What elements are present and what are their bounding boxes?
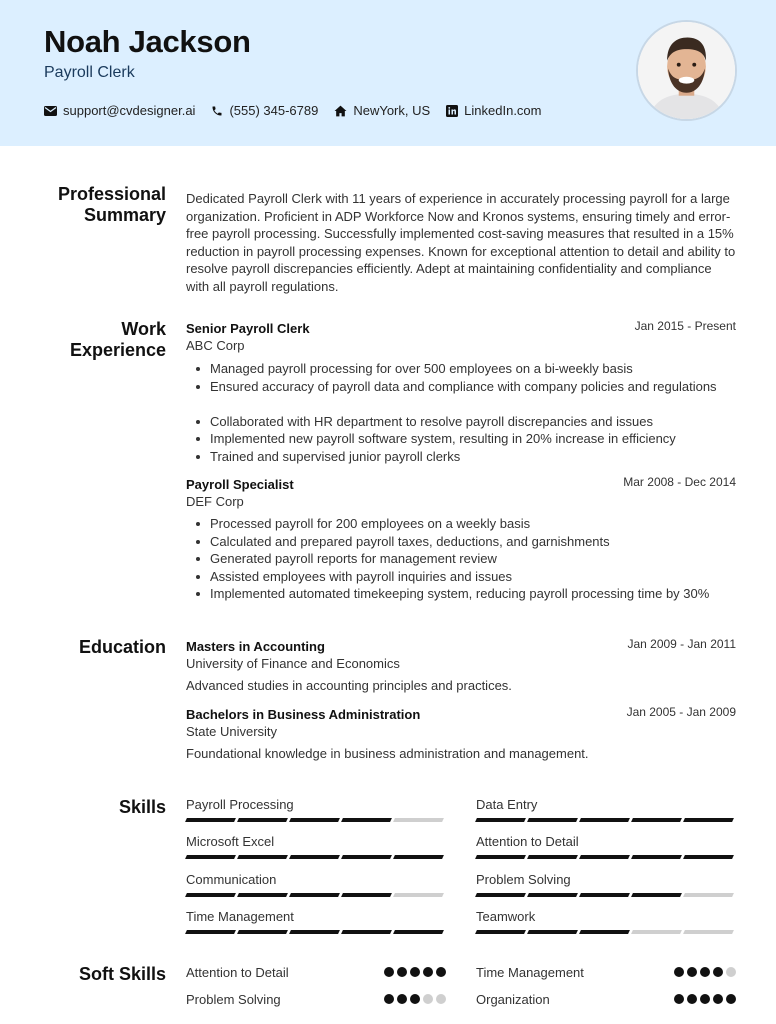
soft-skill-rating [381,967,446,977]
contact-email[interactable] [44,103,195,118]
skill-level-segment [527,930,578,934]
rating-dot [384,967,394,977]
rating-dot [726,994,736,1004]
soft-skill-name: Attention to Detail [186,965,289,980]
rating-dot [700,967,710,977]
soft-skill-name: Time Management [476,965,584,980]
skill-level-segment [237,818,288,822]
skill-level-segment [237,893,288,897]
skill-level-segment [475,855,526,859]
soft-skill-name: Organization [476,992,550,1007]
rating-dot [687,994,697,1004]
skill-level-bar [186,893,446,897]
list-item: Trained and supervised junior payroll clerks [194,448,742,466]
soft-skill-rating [671,967,736,977]
envelope-icon [44,106,57,116]
skill-level-segment [289,930,340,934]
skill-level-segment [631,930,682,934]
skill-level-segment [185,930,236,934]
soft-skill-rating [381,994,446,1004]
list-item: Calculated and prepared payroll taxes, deductions, and garnishments [194,533,742,551]
skill-level-bar [476,818,736,822]
candidate-name: Noah Jackson [44,24,251,59]
skill-name: Payroll Processing [186,797,294,812]
job-title: Payroll Specialist [186,477,294,492]
resume-header [0,0,776,146]
skill-level-segment [289,893,340,897]
job-dates: Jan 2015 - Present [634,319,736,333]
skill-name: Time Management [186,909,294,924]
job-bullets [194,515,742,603]
skill-level-bar [186,818,446,822]
job-bullets [194,360,742,466]
list-item: Implemented automated timekeeping system, reducing payroll processing time by 30% [194,585,742,603]
skill-level-segment [683,893,734,897]
summary-text: Dedicated Payroll Clerk with 11 years of experience in accurately processing payroll for a large organization. Proficient in ADP Workforce Now and Kronos systems, ensuring timely and error-free payroll processing. Successfully implemented cost-saving measures that resulted in a 15% reduction in payroll processing expenses. Known for exceptional attention to detail and ability to resolve payroll discrepancies efficiently. Adept at maintaining confidentiality and compliance with all payroll regulations. [186,191,736,294]
skill-level-bar [186,855,446,859]
skill-level-segment [393,893,444,897]
soft-skill-item [186,965,446,980]
candidate-role: Payroll Clerk [44,64,135,81]
skill-level-segment [341,893,392,897]
skill-level-segment [683,855,734,859]
contact-location [334,103,430,118]
rating-dot [436,967,446,977]
experience-section-title: Work Experience [69,319,166,360]
phone-icon [211,105,223,117]
skill-level-segment [341,930,392,934]
skill-item [476,834,736,849]
list-item: Assisted employees with payroll inquiries and issues [194,568,742,586]
skill-level-segment [683,818,734,822]
skill-level-segment [579,855,630,859]
skill-level-segment [475,893,526,897]
skill-item [186,872,446,887]
skill-item [476,909,736,924]
job-company: ABC Corp [186,338,245,353]
contact-linkedin[interactable] [446,103,541,118]
soft-skill-item [476,992,736,1007]
soft-skill-item [476,965,736,980]
list-item: Implemented new payroll software system, resulting in 20% increase in efficiency [194,430,742,448]
rating-dot [384,994,394,1004]
skill-level-segment [185,818,236,822]
skill-name: Attention to Detail [476,834,579,849]
skill-level-segment [579,893,630,897]
rating-dot [700,994,710,1004]
list-item: Generated payroll reports for management review [194,550,742,568]
linkedin-icon [446,105,458,117]
phone-text: (555) 345-6789 [229,103,319,118]
education-description: Foundational knowledge in business administration and management. [186,746,589,761]
contact-phone[interactable] [211,103,318,118]
rating-dot [674,967,684,977]
skill-level-segment [475,930,526,934]
school-name: State University [186,724,278,739]
soft-skill-item [186,992,446,1007]
job-company: DEF Corp [186,494,244,509]
education-section-title: Education [78,637,166,657]
rating-dot [687,967,697,977]
skill-item [186,909,446,924]
rating-dot [713,967,723,977]
skill-name: Teamwork [476,909,536,924]
rating-dot [397,967,407,977]
education-dates: Jan 2005 - Jan 2009 [626,705,736,719]
school-name: University of Finance and Economics [186,656,400,671]
education-dates: Jan 2009 - Jan 2011 [627,637,736,651]
skill-item [186,834,446,849]
skill-level-bar [476,930,736,934]
contact-row [44,103,558,118]
skill-name: Problem Solving [476,872,571,887]
skill-level-segment [237,855,288,859]
rating-dot [423,994,433,1004]
list-item: Collaborated with HR department to resolve payroll discrepancies and issues [194,413,742,431]
soft-skills-section-title: Soft Skills [78,964,166,984]
skill-level-segment [631,855,682,859]
home-icon [334,105,347,117]
skill-level-segment [579,818,630,822]
job-title: Senior Payroll Clerk [186,321,310,336]
rating-dot [423,967,433,977]
list-item: Processed payroll for 200 employees on a weekly basis [194,515,742,533]
degree-title: Bachelors in Business Administration [186,707,421,722]
skill-level-segment [185,855,236,859]
rating-dot [674,994,684,1004]
skill-item [476,872,736,887]
skill-level-segment [393,930,444,934]
skill-level-segment [631,818,682,822]
skill-level-segment [527,893,578,897]
degree-title: Masters in Accounting [186,639,325,654]
skill-level-segment [683,930,734,934]
linkedin-text: LinkedIn.com [464,103,542,118]
skill-level-segment [341,818,392,822]
skill-name: Data Entry [476,797,538,812]
skill-item [476,797,736,812]
skill-level-segment [631,893,682,897]
skill-level-bar [476,855,736,859]
education-description: Advanced studies in accounting principles and practices. [186,678,512,693]
summary-section-title: Professional Summary [57,184,166,225]
skill-level-bar [476,893,736,897]
rating-dot [726,967,736,977]
avatar [636,20,737,121]
soft-skill-rating [671,994,736,1004]
skill-item [186,797,446,812]
skill-level-segment [237,930,288,934]
rating-dot [410,967,420,977]
skill-level-segment [527,818,578,822]
rating-dot [713,994,723,1004]
skill-level-segment [185,893,236,897]
skill-name: Microsoft Excel [186,834,275,849]
skill-level-segment [579,930,630,934]
skill-level-segment [393,855,444,859]
skill-level-segment [527,855,578,859]
list-item: Ensured accuracy of payroll data and compliance with company policies and regulations [194,378,742,396]
profile-photo-icon [638,22,735,119]
skills-section-title: Skills [118,797,166,817]
rating-dot [410,994,420,1004]
location-text: NewYork, US [353,103,431,118]
soft-skill-name: Problem Solving [186,992,281,1007]
skill-level-segment [289,818,340,822]
rating-dot [397,994,407,1004]
skill-level-segment [393,818,444,822]
list-item: Managed payroll processing for over 500 employees on a bi-weekly basis [194,360,742,378]
skill-level-segment [341,855,392,859]
skill-level-bar [186,930,446,934]
job-dates: Mar 2008 - Dec 2014 [623,475,736,489]
skill-level-segment [289,855,340,859]
email-text: support@cvdesigner.ai [63,103,196,118]
skill-level-segment [475,818,526,822]
skill-name: Communication [186,872,277,887]
rating-dot [436,994,446,1004]
